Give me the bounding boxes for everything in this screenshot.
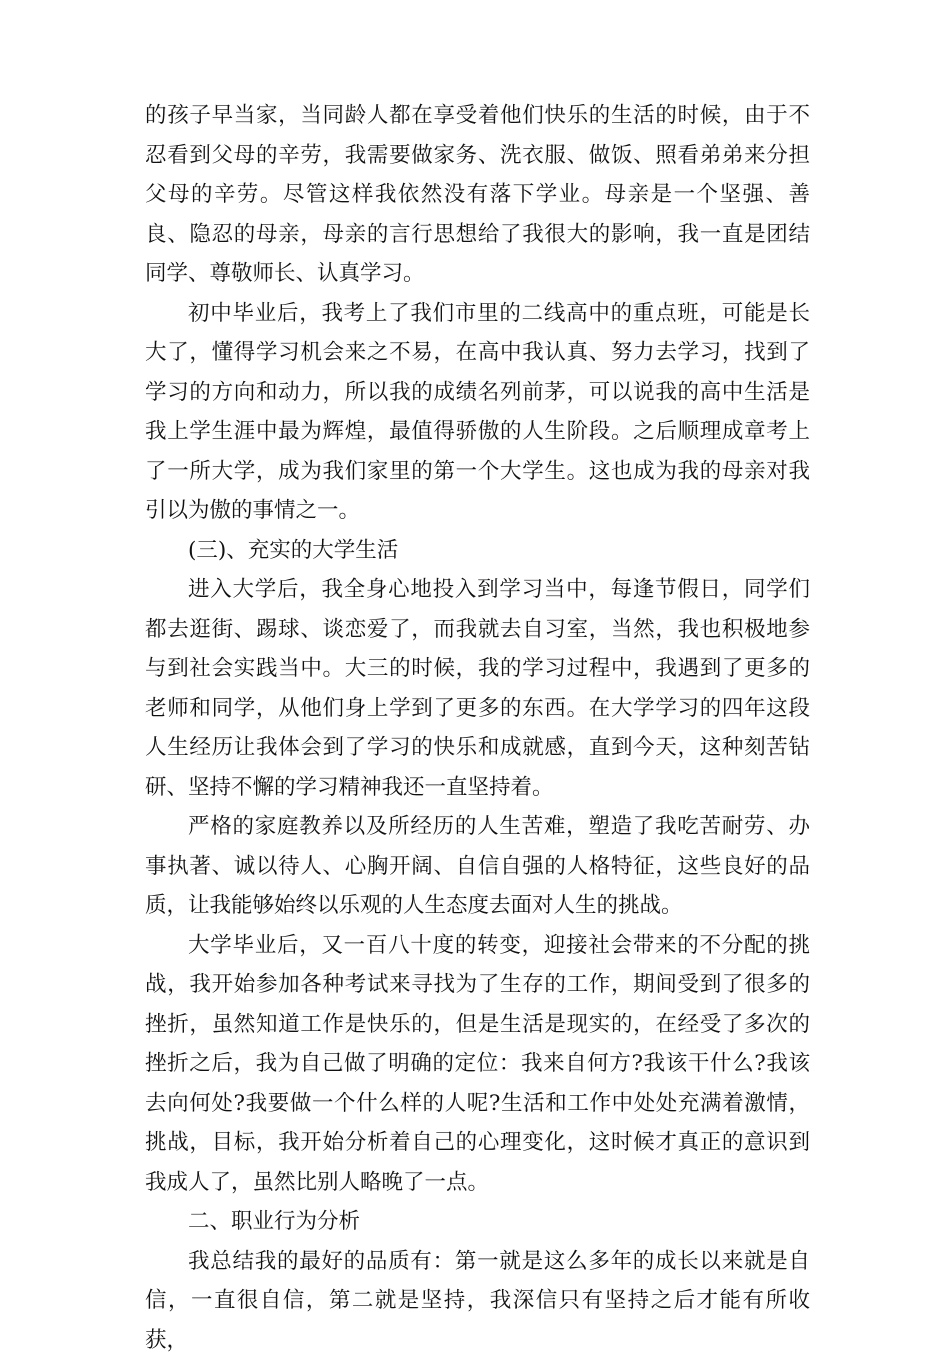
paragraph-after-graduation: 大学毕业后，又一百八十度的转变，迎接社会带来的不分配的挑战，我开始参加各种考试来寻找为了生存的工作，期间受到了很多的挫折，虽然知道工作是快乐的，但是生活是现实的，在经受了多次的挫折之后，我为自己做了明确的定位：我来自何方?我该干什么?我该去向何处?我要做一个什么样的人呢?生活和工作中处处充满着激情，挑战，目标，我开始分析着自己的心理变化，这时候才真正的意识到我成人了，虽然比别人略晚了一点。 [145, 926, 810, 1203]
paragraph-best-qualities: 我总结我的最好的品质有：第一就是这么多年的成长以来就是自信，一直很自信，第二就是坚持，我深信只有坚持之后才能有所收获， [145, 1242, 810, 1360]
document-body [145, 96, 810, 1360]
paragraph-character: 严格的家庭教养以及所经历的人生苦难，塑造了我吃苦耐劳、办事执著、诚以待人、心胸开阔、自信自强的人格特征，这些良好的品质，让我能够始终以乐观的人生态度去面对人生的挑战。 [145, 807, 810, 926]
paragraph-college-study: 进入大学后，我全身心地投入到学习当中，每逢节假日，同学们都去逛街、踢球、谈恋爱了，而我就去自习室，当然，我也积极地参与到社会实践当中。大三的时候，我的学习过程中，我遇到了更多的老师和同学，从他们身上学到了更多的东西。在大学学习的四年这段人生经历让我体会到了学习的快乐和成就感，直到今天，这种刻苦钻研、坚持不懈的学习精神我还一直坚持着。 [145, 570, 810, 807]
section-heading-college-life: (三)、充实的大学生活 [145, 531, 810, 571]
section-heading-career-behavior: 二、职业行为分析 [145, 1202, 810, 1242]
paragraph-childhood-continued: 的孩子早当家，当同龄人都在享受着他们快乐的生活的时候，由于不忍看到父母的辛劳，我需要做家务、洗衣服、做饭、照看弟弟来分担父母的辛劳。尽管这样我依然没有落下学业。母亲是一个坚强、善良、隐忍的母亲，母亲的言行思想给了我很大的影响，我一直是团结同学、尊敬师长、认真学习。 [145, 96, 810, 294]
paragraph-high-school: 初中毕业后，我考上了我们市里的二线高中的重点班，可能是长大了，懂得学习机会来之不易，在高中我认真、努力去学习，找到了学习的方向和动力，所以我的成绩名列前茅，可以说我的高中生活是我上学生涯中最为辉煌，最值得骄傲的人生阶段。之后顺理成章考上了一所大学，成为我们家里的第一个大学生。这也成为我的母亲对我引以为傲的事情之一。 [145, 294, 810, 531]
